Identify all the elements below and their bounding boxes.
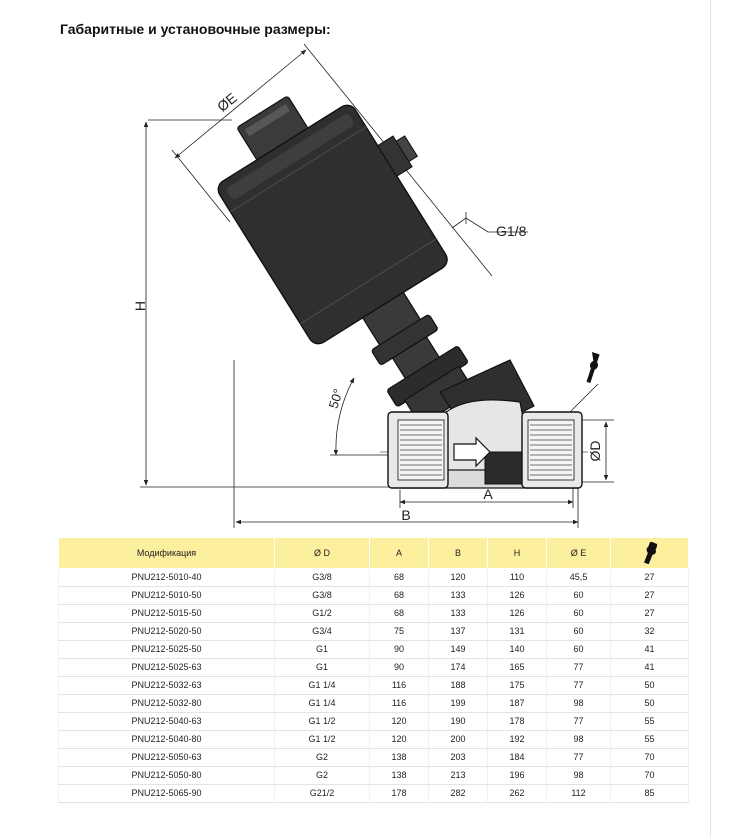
col-header-modification: Модификация — [59, 538, 275, 569]
page-title: Габаритные и установочные размеры: — [60, 21, 331, 37]
cell-b: 120 — [429, 569, 488, 587]
table-row — [59, 713, 689, 731]
cell-d: G2 — [275, 749, 370, 767]
table-row — [59, 767, 689, 785]
cell-wrench-size: 41 — [611, 659, 689, 677]
cell-b: 282 — [429, 785, 488, 803]
table-row — [59, 623, 689, 641]
table-row — [59, 659, 689, 677]
cell-b: 149 — [429, 641, 488, 659]
dim-h-label: H — [132, 300, 148, 312]
cell-d: G21/2 — [275, 785, 370, 803]
cell-d: G1 — [275, 659, 370, 677]
cell-a: 138 — [370, 767, 429, 785]
cell-a: 120 — [370, 731, 429, 749]
col-header-wrench — [611, 538, 689, 569]
cell-d: G3/4 — [275, 623, 370, 641]
cell-modification: PNU212-5050-63 — [59, 749, 275, 767]
cell-b: 188 — [429, 677, 488, 695]
cell-wrench-size: 27 — [611, 587, 689, 605]
cell-wrench-size: 85 — [611, 785, 689, 803]
cell-modification: PNU212-5010-50 — [59, 587, 275, 605]
cell-modification: PNU212-5020-50 — [59, 623, 275, 641]
cell-e: 77 — [547, 713, 611, 731]
cell-modification: PNU212-5010-40 — [59, 569, 275, 587]
cell-d: G1 1/4 — [275, 695, 370, 713]
table-row — [59, 785, 689, 803]
cell-modification: PNU212-5032-63 — [59, 677, 275, 695]
cell-e: 77 — [547, 749, 611, 767]
cell-h: 192 — [488, 731, 547, 749]
cell-e: 77 — [547, 659, 611, 677]
cell-d: G1 1/2 — [275, 731, 370, 749]
cell-wrench-size: 55 — [611, 713, 689, 731]
cell-modification: PNU212-5015-50 — [59, 605, 275, 623]
cell-h: 184 — [488, 749, 547, 767]
table-row — [59, 641, 689, 659]
cell-e: 98 — [547, 731, 611, 749]
cell-wrench-size: 70 — [611, 749, 689, 767]
cell-d: G1 1/2 — [275, 713, 370, 731]
cell-b: 137 — [429, 623, 488, 641]
cell-a: 90 — [370, 659, 429, 677]
cell-d: G2 — [275, 767, 370, 785]
dim-angle-label: 50° — [325, 386, 346, 411]
cell-e: 77 — [547, 677, 611, 695]
dim-a-label: A — [483, 486, 493, 502]
col-header-d: Ø D — [275, 538, 370, 569]
cell-e: 112 — [547, 785, 611, 803]
cell-wrench-size: 55 — [611, 731, 689, 749]
cell-h: 110 — [488, 569, 547, 587]
cell-a: 120 — [370, 713, 429, 731]
cell-d: G3/8 — [275, 587, 370, 605]
cell-h: 165 — [488, 659, 547, 677]
cell-b: 200 — [429, 731, 488, 749]
cell-a: 68 — [370, 605, 429, 623]
cell-a: 116 — [370, 677, 429, 695]
cell-d: G3/8 — [275, 569, 370, 587]
table-row — [59, 605, 689, 623]
col-header-e: Ø E — [547, 538, 611, 569]
dim-e-label: ØE — [213, 89, 240, 115]
cell-wrench-size: 50 — [611, 677, 689, 695]
table-row — [59, 749, 689, 767]
cell-e: 60 — [547, 623, 611, 641]
cell-d: G1 1/4 — [275, 677, 370, 695]
cell-h: 175 — [488, 677, 547, 695]
cell-b: 190 — [429, 713, 488, 731]
cell-e: 60 — [547, 587, 611, 605]
cell-h: 126 — [488, 605, 547, 623]
cell-wrench-size: 41 — [611, 641, 689, 659]
cell-modification: PNU212-5065-90 — [59, 785, 275, 803]
cell-a: 68 — [370, 587, 429, 605]
cell-a: 75 — [370, 623, 429, 641]
cell-a: 116 — [370, 695, 429, 713]
cell-e: 60 — [547, 605, 611, 623]
cell-b: 133 — [429, 587, 488, 605]
cell-a: 68 — [370, 569, 429, 587]
table-row — [59, 587, 689, 605]
table-body — [59, 569, 689, 803]
wrench-icon — [583, 352, 602, 384]
table-row — [59, 731, 689, 749]
cell-a: 178 — [370, 785, 429, 803]
dim-b-label: B — [401, 507, 411, 523]
cell-h: 187 — [488, 695, 547, 713]
cell-e: 45,5 — [547, 569, 611, 587]
cell-e: 60 — [547, 641, 611, 659]
cell-wrench-size: 27 — [611, 605, 689, 623]
cell-wrench-size: 70 — [611, 767, 689, 785]
cell-b: 213 — [429, 767, 488, 785]
cell-h: 196 — [488, 767, 547, 785]
wrench-icon — [643, 542, 657, 564]
col-header-h: H — [488, 538, 547, 569]
cell-wrench-size: 27 — [611, 569, 689, 587]
cell-d: G1/2 — [275, 605, 370, 623]
cell-b: 203 — [429, 749, 488, 767]
cell-modification: PNU212-5040-63 — [59, 713, 275, 731]
cell-modification: PNU212-5025-50 — [59, 641, 275, 659]
dim-g-label: G1/8 — [496, 223, 527, 239]
cell-modification: PNU212-5025-63 — [59, 659, 275, 677]
cell-h: 178 — [488, 713, 547, 731]
table-header-row — [59, 538, 689, 569]
cell-wrench-size: 32 — [611, 623, 689, 641]
cell-d: G1 — [275, 641, 370, 659]
cell-wrench-size: 50 — [611, 695, 689, 713]
cell-b: 199 — [429, 695, 488, 713]
col-header-a: A — [370, 538, 429, 569]
col-header-b: B — [429, 538, 488, 569]
table-row — [59, 569, 689, 587]
cell-a: 138 — [370, 749, 429, 767]
table-row — [59, 677, 689, 695]
cell-b: 174 — [429, 659, 488, 677]
table-row — [59, 695, 689, 713]
cell-a: 90 — [370, 641, 429, 659]
cell-h: 262 — [488, 785, 547, 803]
dim-d-label: ØD — [587, 440, 603, 462]
cell-e: 98 — [547, 695, 611, 713]
cell-modification: PNU212-5040-80 — [59, 731, 275, 749]
cell-b: 133 — [429, 605, 488, 623]
cell-h: 131 — [488, 623, 547, 641]
cell-e: 98 — [547, 767, 611, 785]
cell-h: 140 — [488, 641, 547, 659]
cell-h: 126 — [488, 587, 547, 605]
cell-modification: PNU212-5050-80 — [59, 767, 275, 785]
dimensions-table — [58, 537, 689, 803]
cell-modification: PNU212-5032-80 — [59, 695, 275, 713]
